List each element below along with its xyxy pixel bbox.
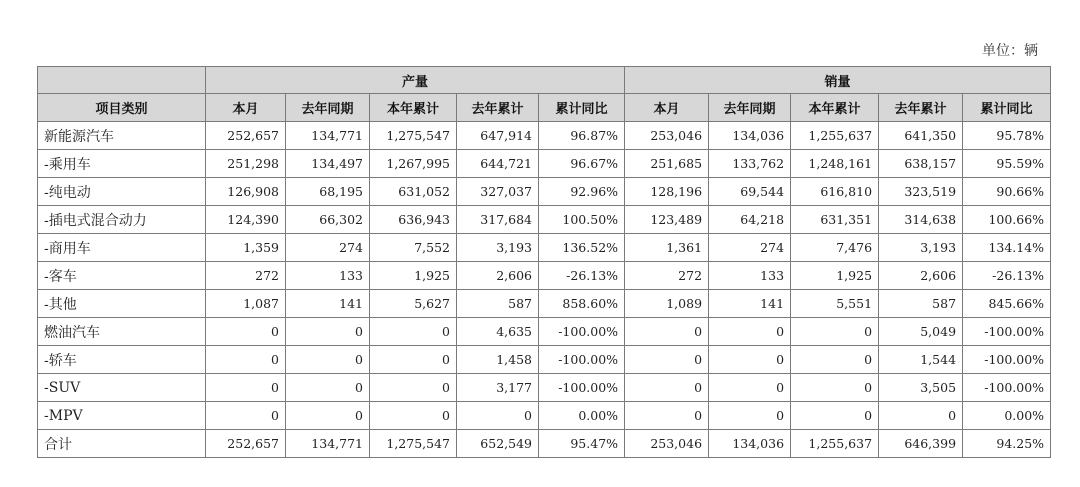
- row-value: 327,037: [457, 178, 539, 206]
- col-header: 去年累计: [879, 94, 963, 122]
- row-value: 1,361: [625, 234, 709, 262]
- row-value: 0: [286, 402, 370, 430]
- row-value: 134,497: [286, 150, 370, 178]
- row-value: 252,657: [206, 122, 286, 150]
- row-value: 123,489: [625, 206, 709, 234]
- row-value: 94.25%: [963, 430, 1051, 458]
- row-value: 274: [286, 234, 370, 262]
- row-value: 68,195: [286, 178, 370, 206]
- row-value: 272: [625, 262, 709, 290]
- table-row: [38, 178, 1051, 206]
- row-value: 0: [206, 318, 286, 346]
- row-value: 5,551: [791, 290, 879, 318]
- row-value: 128,196: [625, 178, 709, 206]
- row-value: 66,302: [286, 206, 370, 234]
- row-value: 251,685: [625, 150, 709, 178]
- row-value: 274: [709, 234, 791, 262]
- row-value: 317,684: [457, 206, 539, 234]
- table-row: [38, 262, 1051, 290]
- row-value: -26.13%: [963, 262, 1051, 290]
- row-value: 141: [709, 290, 791, 318]
- production-sales-table: [37, 66, 1051, 458]
- row-value: -100.00%: [539, 346, 625, 374]
- row-value: 644,721: [457, 150, 539, 178]
- col-header: 去年同期: [709, 94, 791, 122]
- row-category: 合计: [38, 430, 206, 458]
- row-value: 0.00%: [539, 402, 625, 430]
- table-row: [38, 150, 1051, 178]
- group-sales: 销量: [625, 67, 1051, 94]
- row-value: 95.78%: [963, 122, 1051, 150]
- col-header: 去年同期: [286, 94, 370, 122]
- row-category: -SUV: [38, 374, 206, 402]
- row-value: 90.66%: [963, 178, 1051, 206]
- row-value: 7,476: [791, 234, 879, 262]
- unit-label: 单位：辆: [982, 43, 1038, 59]
- row-value: 134,036: [709, 430, 791, 458]
- row-value: 126,908: [206, 178, 286, 206]
- row-value: 1,087: [206, 290, 286, 318]
- table-body: [38, 122, 1051, 458]
- row-value: 0: [206, 374, 286, 402]
- row-value: 272: [206, 262, 286, 290]
- row-value: 69,544: [709, 178, 791, 206]
- col-header: 本月: [206, 94, 286, 122]
- row-value: 0: [709, 318, 791, 346]
- row-value: 1,275,547: [370, 122, 457, 150]
- table-row: [38, 122, 1051, 150]
- row-value: 646,399: [879, 430, 963, 458]
- row-value: 0: [709, 402, 791, 430]
- header-category: 项目类别: [38, 94, 206, 122]
- col-header: 累计同比: [539, 94, 625, 122]
- col-header: 累计同比: [963, 94, 1051, 122]
- row-value: 251,298: [206, 150, 286, 178]
- row-value: 1,359: [206, 234, 286, 262]
- row-value: 0: [457, 402, 539, 430]
- row-value: 638,157: [879, 150, 963, 178]
- row-value: 1,267,995: [370, 150, 457, 178]
- row-value: 616,810: [791, 178, 879, 206]
- row-value: 314,638: [879, 206, 963, 234]
- row-value: 134,036: [709, 122, 791, 150]
- col-header: 去年累计: [457, 94, 539, 122]
- row-value: -100.00%: [539, 374, 625, 402]
- row-value: 95.47%: [539, 430, 625, 458]
- col-header: 本年累计: [791, 94, 879, 122]
- row-category: -轿车: [38, 346, 206, 374]
- row-value: 0: [370, 318, 457, 346]
- table-row: [38, 206, 1051, 234]
- table-row: [38, 346, 1051, 374]
- row-category: -MPV: [38, 402, 206, 430]
- row-category: 新能源汽车: [38, 122, 206, 150]
- row-value: 587: [879, 290, 963, 318]
- row-value: 631,351: [791, 206, 879, 234]
- row-value: 95.59%: [963, 150, 1051, 178]
- row-value: 631,052: [370, 178, 457, 206]
- row-value: 0: [791, 346, 879, 374]
- row-value: 0: [286, 374, 370, 402]
- row-value: 0: [206, 402, 286, 430]
- table-row: [38, 290, 1051, 318]
- row-value: 252,657: [206, 430, 286, 458]
- row-value: 0: [370, 402, 457, 430]
- table-row: [38, 402, 1051, 430]
- row-value: 141: [286, 290, 370, 318]
- row-value: 0: [791, 318, 879, 346]
- row-value: 1,255,637: [791, 122, 879, 150]
- row-value: 2,606: [879, 262, 963, 290]
- row-value: 1,458: [457, 346, 539, 374]
- table-row: [38, 234, 1051, 262]
- row-value: 0: [879, 402, 963, 430]
- row-value: 3,193: [879, 234, 963, 262]
- row-value: 100.50%: [539, 206, 625, 234]
- row-value: 0: [791, 374, 879, 402]
- row-value: 1,275,547: [370, 430, 457, 458]
- row-value: 652,549: [457, 430, 539, 458]
- group-production: 产量: [206, 67, 625, 94]
- row-value: 0: [625, 402, 709, 430]
- row-value: 134,771: [286, 430, 370, 458]
- row-value: 134.14%: [963, 234, 1051, 262]
- row-value: 1,089: [625, 290, 709, 318]
- row-value: 647,914: [457, 122, 539, 150]
- row-value: 124,390: [206, 206, 286, 234]
- row-category: -乘用车: [38, 150, 206, 178]
- row-value: 100.66%: [963, 206, 1051, 234]
- row-value: 0: [709, 346, 791, 374]
- row-value: 858.60%: [539, 290, 625, 318]
- row-value: 7,552: [370, 234, 457, 262]
- row-value: 1,248,161: [791, 150, 879, 178]
- col-header: 本年累计: [370, 94, 457, 122]
- row-value: 1,255,637: [791, 430, 879, 458]
- row-value: 323,519: [879, 178, 963, 206]
- row-value: 1,925: [791, 262, 879, 290]
- row-value: 0: [286, 318, 370, 346]
- table-row: [38, 374, 1051, 402]
- row-value: 4,635: [457, 318, 539, 346]
- row-value: 64,218: [709, 206, 791, 234]
- row-value: 0: [370, 346, 457, 374]
- row-value: 253,046: [625, 122, 709, 150]
- row-value: 133: [286, 262, 370, 290]
- row-value: 641,350: [879, 122, 963, 150]
- row-value: 1,925: [370, 262, 457, 290]
- row-category: -纯电动: [38, 178, 206, 206]
- row-value: 0: [791, 402, 879, 430]
- row-value: 3,177: [457, 374, 539, 402]
- row-value: 587: [457, 290, 539, 318]
- row-value: 133,762: [709, 150, 791, 178]
- row-category: -客车: [38, 262, 206, 290]
- row-value: 134,771: [286, 122, 370, 150]
- table-row: [38, 318, 1051, 346]
- row-value: 0: [625, 374, 709, 402]
- row-value: 253,046: [625, 430, 709, 458]
- row-value: 5,627: [370, 290, 457, 318]
- row-value: 136.52%: [539, 234, 625, 262]
- row-value: 3,193: [457, 234, 539, 262]
- row-value: 96.67%: [539, 150, 625, 178]
- row-value: -26.13%: [539, 262, 625, 290]
- row-value: 1,544: [879, 346, 963, 374]
- row-value: 0: [709, 374, 791, 402]
- row-value: -100.00%: [539, 318, 625, 346]
- table-row: [38, 430, 1051, 458]
- row-value: 0: [625, 318, 709, 346]
- row-value: 845.66%: [963, 290, 1051, 318]
- row-value: 636,943: [370, 206, 457, 234]
- row-value: 2,606: [457, 262, 539, 290]
- row-value: 0: [370, 374, 457, 402]
- row-value: 0.00%: [963, 402, 1051, 430]
- row-value: -100.00%: [963, 346, 1051, 374]
- row-value: -100.00%: [963, 374, 1051, 402]
- row-value: 0: [206, 346, 286, 374]
- row-value: 92.96%: [539, 178, 625, 206]
- row-value: 96.87%: [539, 122, 625, 150]
- row-value: 0: [286, 346, 370, 374]
- row-category: -商用车: [38, 234, 206, 262]
- row-category: 燃油汽车: [38, 318, 206, 346]
- row-value: 133: [709, 262, 791, 290]
- row-value: 0: [625, 346, 709, 374]
- header-blank-cell: [38, 67, 206, 94]
- row-value: 3,505: [879, 374, 963, 402]
- row-value: -100.00%: [963, 318, 1051, 346]
- row-category: -其他: [38, 290, 206, 318]
- header-group-row: [38, 67, 1051, 94]
- col-header: 本月: [625, 94, 709, 122]
- row-value: 5,049: [879, 318, 963, 346]
- header-column-row: [38, 94, 1051, 122]
- row-category: -插电式混合动力: [38, 206, 206, 234]
